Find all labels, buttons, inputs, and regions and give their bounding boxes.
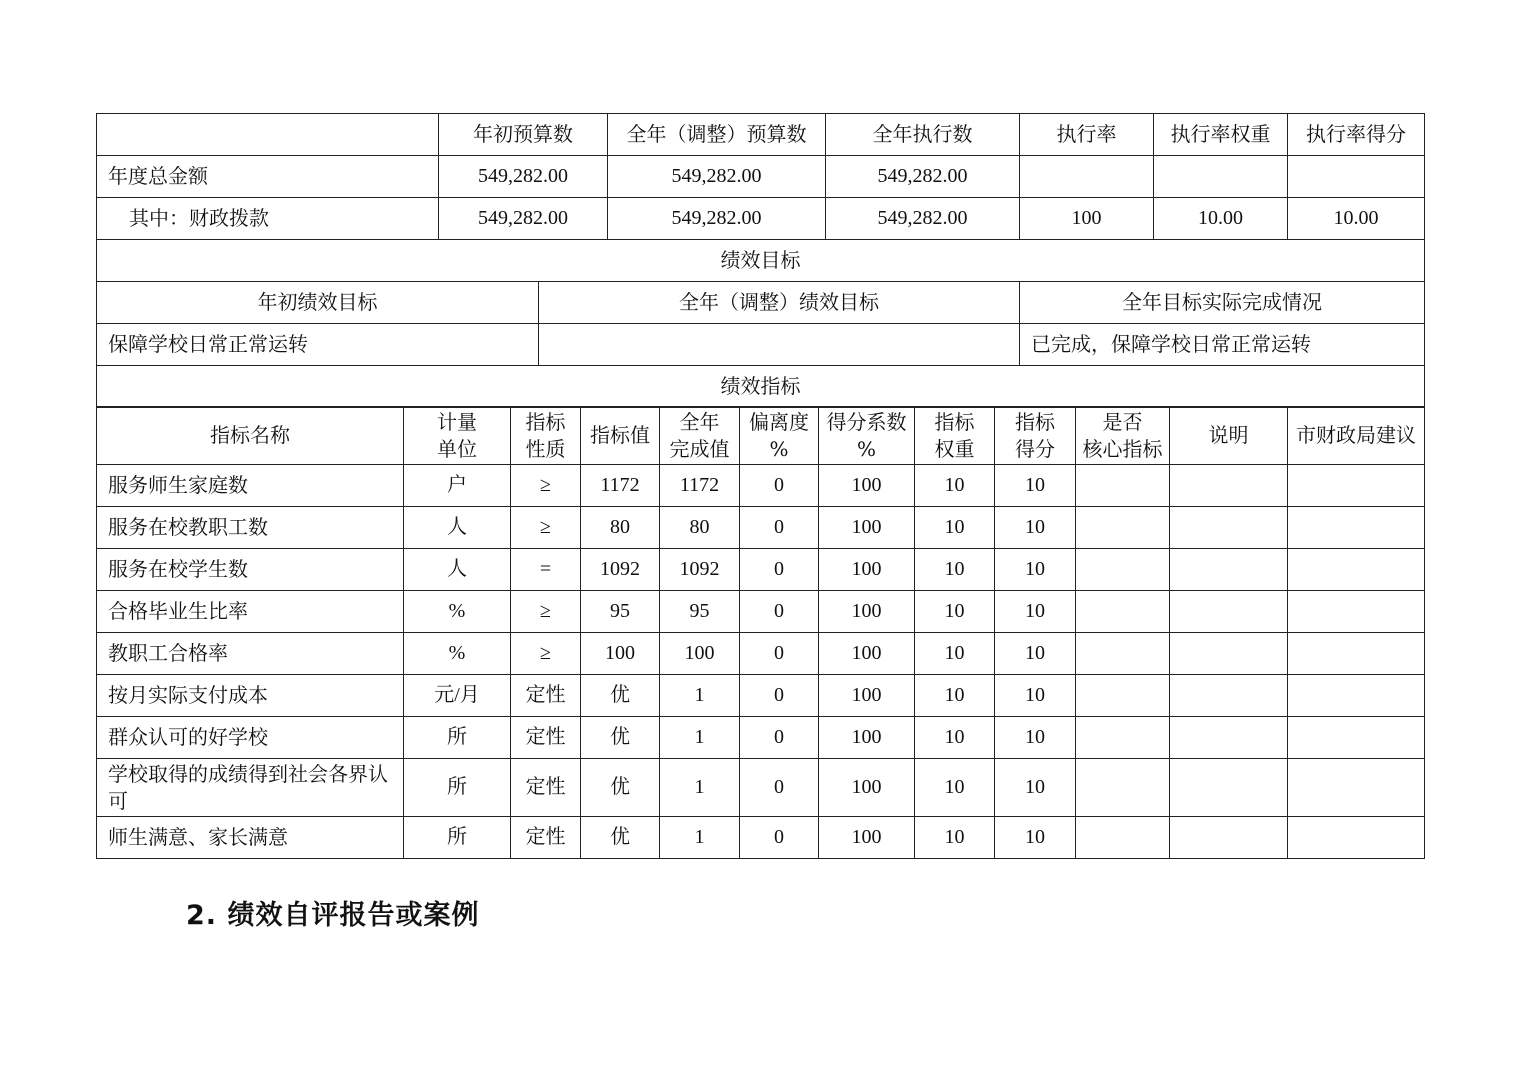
goals-title-row [97, 240, 1425, 282]
indicator-cell: = [511, 549, 581, 591]
indicator-cell: 10 [915, 675, 995, 717]
indicator-cell [1288, 507, 1425, 549]
indicator-cell: 10 [995, 717, 1076, 759]
indicator-cell: 1 [660, 675, 740, 717]
goals-header-row [97, 282, 1425, 324]
indicator-cell: % [404, 633, 511, 675]
indicator-cell: 10 [995, 591, 1076, 633]
indicator-cell [1076, 591, 1170, 633]
indicator-cell: % [404, 591, 511, 633]
goals-section-title: 绩效目标 [97, 240, 1425, 282]
table-row [97, 591, 1425, 633]
indicator-cell [1288, 591, 1425, 633]
indicator-cell: 10 [995, 465, 1076, 507]
indicator-cell: 1172 [660, 465, 740, 507]
goals-value-row [97, 324, 1425, 366]
budget-cell: 549,282.00 [826, 198, 1020, 240]
indicator-cell [1170, 591, 1288, 633]
indicator-cell: 定性 [511, 759, 581, 817]
goals-value-cell [539, 324, 1020, 366]
indicator-header-cell: 偏离度 % [740, 407, 819, 465]
budget-cell: 10.00 [1154, 198, 1288, 240]
indicator-cell: 优 [581, 759, 660, 817]
indicator-cell: 人 [404, 507, 511, 549]
budget-cell [1288, 156, 1425, 198]
indicator-cell [1288, 633, 1425, 675]
budget-cell [1154, 156, 1288, 198]
indicators-header-row [97, 407, 1425, 465]
indicator-name-cell: 群众认可的好学校 [97, 717, 404, 759]
indicator-cell: 所 [404, 759, 511, 817]
indicator-cell: 80 [660, 507, 740, 549]
indicator-header-cell: 计量 单位 [404, 407, 511, 465]
budget-cell: 549,282.00 [608, 198, 826, 240]
indicator-name-cell: 学校取得的成绩得到社会各界认可 [97, 759, 404, 817]
indicator-name-cell: 教职工合格率 [97, 633, 404, 675]
indicator-header-cell: 指标 得分 [995, 407, 1076, 465]
indicator-cell [1288, 549, 1425, 591]
budget-header-cell: 执行率权重 [1154, 114, 1288, 156]
indicator-name-cell: 服务在校教职工数 [97, 507, 404, 549]
indicator-cell: 10 [995, 675, 1076, 717]
budget-header-cell [97, 114, 439, 156]
indicator-header-cell: 市财政局建议 [1288, 407, 1425, 465]
indicator-cell [1076, 817, 1170, 859]
indicator-cell: 0 [740, 507, 819, 549]
indicator-cell [1170, 507, 1288, 549]
budget-row-fiscal [97, 198, 1425, 240]
indicator-cell: 0 [740, 633, 819, 675]
indicator-cell: 100 [581, 633, 660, 675]
indicator-header-cell: 指标名称 [97, 407, 404, 465]
indicator-cell: 1 [660, 717, 740, 759]
indicator-cell: 80 [581, 507, 660, 549]
budget-row-label: 年度总金额 [97, 156, 439, 198]
indicator-cell: 10 [995, 549, 1076, 591]
budget-header-row [97, 114, 1425, 156]
indicator-cell [1170, 759, 1288, 817]
indicator-cell: 10 [915, 633, 995, 675]
indicator-cell [1076, 549, 1170, 591]
indicator-cell [1170, 717, 1288, 759]
table-row [97, 717, 1425, 759]
indicator-cell: 100 [819, 717, 915, 759]
indicator-cell: 100 [819, 549, 915, 591]
table-row [97, 465, 1425, 507]
indicator-cell: 100 [660, 633, 740, 675]
indicator-cell [1170, 817, 1288, 859]
budget-cell [1020, 156, 1154, 198]
goals-header-cell: 全年目标实际完成情况 [1020, 282, 1425, 324]
indicator-cell [1170, 465, 1288, 507]
indicator-header-cell: 是否 核心指标 [1076, 407, 1170, 465]
indicator-cell: 定性 [511, 817, 581, 859]
indicator-cell: 优 [581, 675, 660, 717]
indicator-cell: 10 [915, 549, 995, 591]
indicator-cell [1170, 675, 1288, 717]
goals-header-cell: 全年（调整）绩效目标 [539, 282, 1020, 324]
budget-cell: 549,282.00 [439, 156, 608, 198]
indicator-cell: 10 [915, 507, 995, 549]
budget-header-cell: 执行率得分 [1288, 114, 1425, 156]
indicator-cell: 1092 [660, 549, 740, 591]
table-row [97, 675, 1425, 717]
indicator-cell: 10 [915, 817, 995, 859]
goals-value-cell: 保障学校日常正常运转 [97, 324, 539, 366]
indicator-cell: 所 [404, 717, 511, 759]
budget-header-cell: 执行率 [1020, 114, 1154, 156]
indicator-cell: 1 [660, 759, 740, 817]
indicator-cell: 户 [404, 465, 511, 507]
indicators-title-row [97, 366, 1425, 408]
indicator-cell: 1092 [581, 549, 660, 591]
indicator-cell [1076, 465, 1170, 507]
budget-cell: 549,282.00 [826, 156, 1020, 198]
table-row [97, 549, 1425, 591]
indicator-cell: 所 [404, 817, 511, 859]
budget-header-cell: 年初预算数 [439, 114, 608, 156]
indicator-cell [1170, 549, 1288, 591]
indicator-header-cell: 全年 完成值 [660, 407, 740, 465]
indicator-cell: ≥ [511, 465, 581, 507]
indicator-cell: 1172 [581, 465, 660, 507]
indicator-header-cell: 指标 性质 [511, 407, 581, 465]
indicator-cell: 100 [819, 633, 915, 675]
indicator-cell [1170, 633, 1288, 675]
indicator-cell: 95 [581, 591, 660, 633]
indicator-name-cell: 按月实际支付成本 [97, 675, 404, 717]
indicator-cell: 元/月 [404, 675, 511, 717]
indicator-cell: 10 [915, 465, 995, 507]
indicator-cell: 10 [995, 817, 1076, 859]
table-row [97, 633, 1425, 675]
budget-goals-table [96, 113, 1425, 408]
table-row [97, 507, 1425, 549]
indicator-cell: 100 [819, 817, 915, 859]
indicator-cell: 优 [581, 817, 660, 859]
table-row [97, 759, 1425, 817]
indicator-cell: 0 [740, 675, 819, 717]
indicator-cell: 100 [819, 591, 915, 633]
indicator-cell: 0 [740, 465, 819, 507]
indicator-cell [1076, 717, 1170, 759]
indicator-header-cell: 得分系数 % [819, 407, 915, 465]
indicator-cell [1288, 465, 1425, 507]
indicator-cell: 人 [404, 549, 511, 591]
indicator-header-cell: 说明 [1170, 407, 1288, 465]
budget-cell: 549,282.00 [608, 156, 826, 198]
indicator-cell: 95 [660, 591, 740, 633]
indicator-name-cell: 服务在校学生数 [97, 549, 404, 591]
budget-cell: 100 [1020, 198, 1154, 240]
indicator-cell: 0 [740, 549, 819, 591]
indicator-cell: 100 [819, 507, 915, 549]
indicator-cell: 100 [819, 759, 915, 817]
budget-cell: 549,282.00 [439, 198, 608, 240]
budget-row-total [97, 156, 1425, 198]
indicator-cell [1288, 717, 1425, 759]
indicator-cell: 定性 [511, 717, 581, 759]
indicator-name-cell: 合格毕业生比率 [97, 591, 404, 633]
indicator-name-cell: 师生满意、家长满意 [97, 817, 404, 859]
indicator-name-cell: 服务师生家庭数 [97, 465, 404, 507]
indicator-cell: 10 [995, 759, 1076, 817]
goals-header-cell: 年初绩效目标 [97, 282, 539, 324]
budget-cell: 10.00 [1288, 198, 1425, 240]
indicator-cell: 定性 [511, 675, 581, 717]
budget-header-cell: 全年执行数 [826, 114, 1020, 156]
indicator-cell: 优 [581, 717, 660, 759]
indicator-cell [1076, 633, 1170, 675]
indicator-cell [1076, 675, 1170, 717]
indicator-cell: ≥ [511, 591, 581, 633]
budget-row-label: 其中：财政拨款 [97, 198, 439, 240]
indicator-header-cell: 指标值 [581, 407, 660, 465]
indicator-cell: 10 [915, 759, 995, 817]
indicators-table [96, 406, 1425, 859]
indicator-cell: 100 [819, 465, 915, 507]
indicator-cell: 10 [915, 717, 995, 759]
indicator-cell: 100 [819, 675, 915, 717]
indicator-cell [1288, 817, 1425, 859]
indicator-cell: 0 [740, 591, 819, 633]
table-row [97, 817, 1425, 859]
indicator-header-cell: 指标 权重 [915, 407, 995, 465]
section-heading: 2. 绩效自评报告或案例 [186, 900, 480, 931]
budget-header-cell: 全年（调整）预算数 [608, 114, 826, 156]
indicator-cell: ≥ [511, 633, 581, 675]
indicator-cell [1288, 675, 1425, 717]
indicator-cell: 1 [660, 817, 740, 859]
indicator-cell: 0 [740, 817, 819, 859]
indicators-section-title: 绩效指标 [97, 366, 1425, 408]
indicator-cell: ≥ [511, 507, 581, 549]
indicator-cell: 0 [740, 717, 819, 759]
indicator-cell: 0 [740, 759, 819, 817]
indicator-cell [1288, 759, 1425, 817]
indicator-cell: 10 [915, 591, 995, 633]
indicator-cell: 10 [995, 507, 1076, 549]
indicator-cell [1076, 759, 1170, 817]
indicator-cell: 10 [995, 633, 1076, 675]
goals-value-cell: 已完成，保障学校日常正常运转 [1020, 324, 1425, 366]
indicator-cell [1076, 507, 1170, 549]
